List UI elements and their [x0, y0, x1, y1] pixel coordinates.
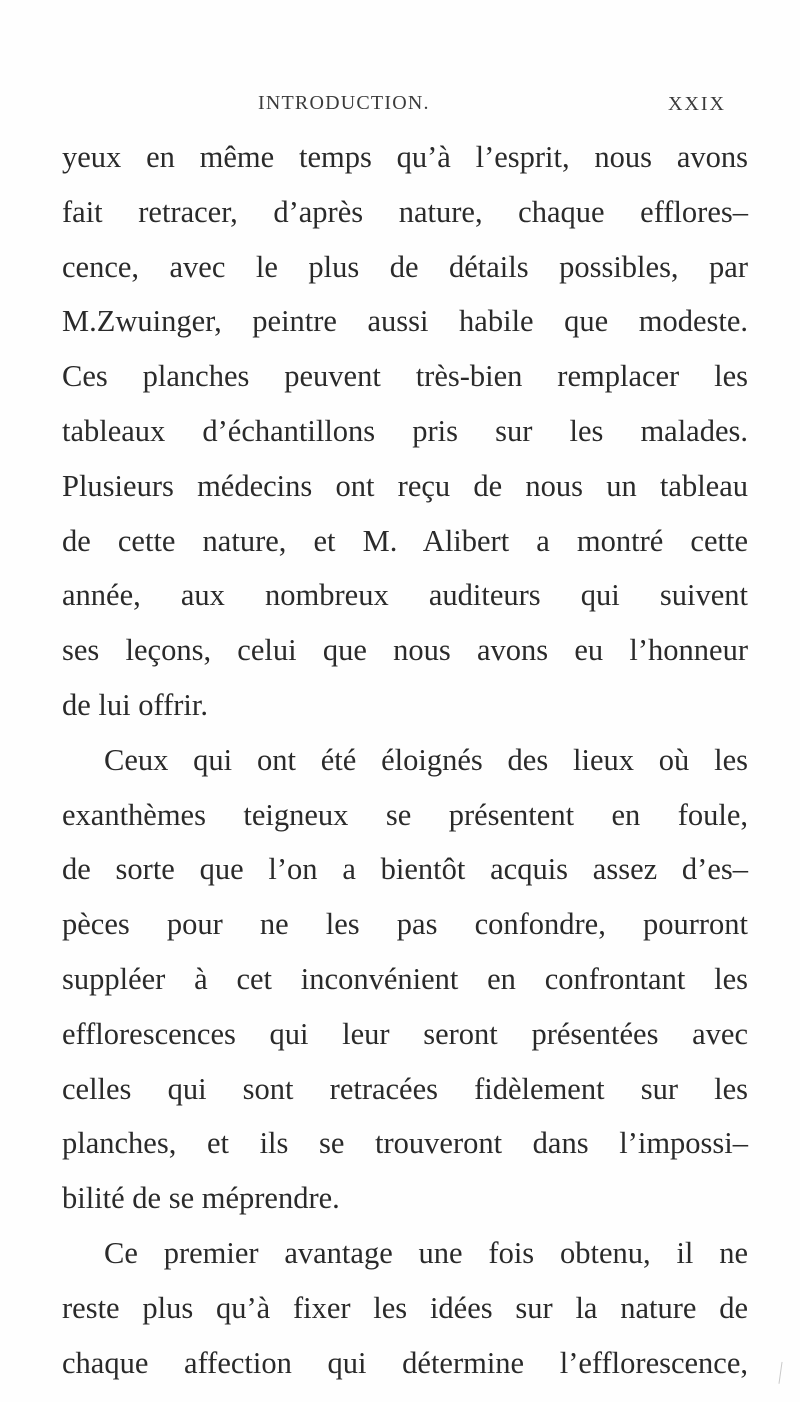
page-number: XXIX — [668, 93, 726, 115]
text-line: tableaux d’échantillons pris sur les malades. — [62, 413, 748, 448]
text-line: chaque affection qui détermine l’efflorescence, — [62, 1345, 748, 1380]
text-line: fait retracer, d’après nature, chaque efflores– — [62, 194, 748, 229]
text-line: ses leçons, celui que nous avons eu l’honneur — [62, 633, 748, 668]
text-line: Ces planches peuvent très-bien remplacer les — [62, 359, 748, 394]
text-line: Ce premier avantage une fois obtenu, il ne — [104, 1235, 748, 1270]
text-line: suppléer à cet inconvénient en confrontant les — [62, 961, 748, 996]
text-line: reste plus qu’à fixer les idées sur la nature de — [62, 1290, 748, 1325]
text-line: exanthèmes teigneux se présentent en foule, — [62, 797, 748, 832]
text-line: yeux en même temps qu’à l’esprit, nous avons — [62, 140, 748, 174]
text-line: de sorte que l’on a bientôt acquis assez d’es– — [62, 852, 748, 887]
text-line: bilité de se méprendre. — [62, 1181, 340, 1216]
text-line: de cette nature, et M. Alibert a montré cette — [62, 523, 748, 558]
running-head — [0, 92, 800, 122]
running-title: INTRODUCTION. — [258, 92, 430, 114]
body-text — [62, 130, 748, 1390]
text-line: année, aux nombreux auditeurs qui suivent — [62, 578, 748, 613]
text-line: planches, et ils se trouveront dans l’impossi– — [62, 1126, 748, 1161]
text-line: M.Zwuinger, peintre aussi habile que modeste. — [62, 304, 748, 339]
paper-mark — [778, 1362, 784, 1384]
text-line: Ceux qui ont été éloignés des lieux où les — [104, 742, 748, 777]
text-line: pèces pour ne les pas confondre, pourront — [62, 907, 748, 942]
text-line: de lui offrir. — [62, 687, 208, 722]
text-line: efflorescences qui leur seront présentées avec — [62, 1016, 748, 1051]
text-line: Plusieurs médecins ont reçu de nous un tableau — [62, 468, 748, 503]
text-line: celles qui sont retracées fidèlement sur les — [62, 1071, 748, 1106]
text-line: cence, avec le plus de détails possibles, par — [62, 249, 748, 284]
